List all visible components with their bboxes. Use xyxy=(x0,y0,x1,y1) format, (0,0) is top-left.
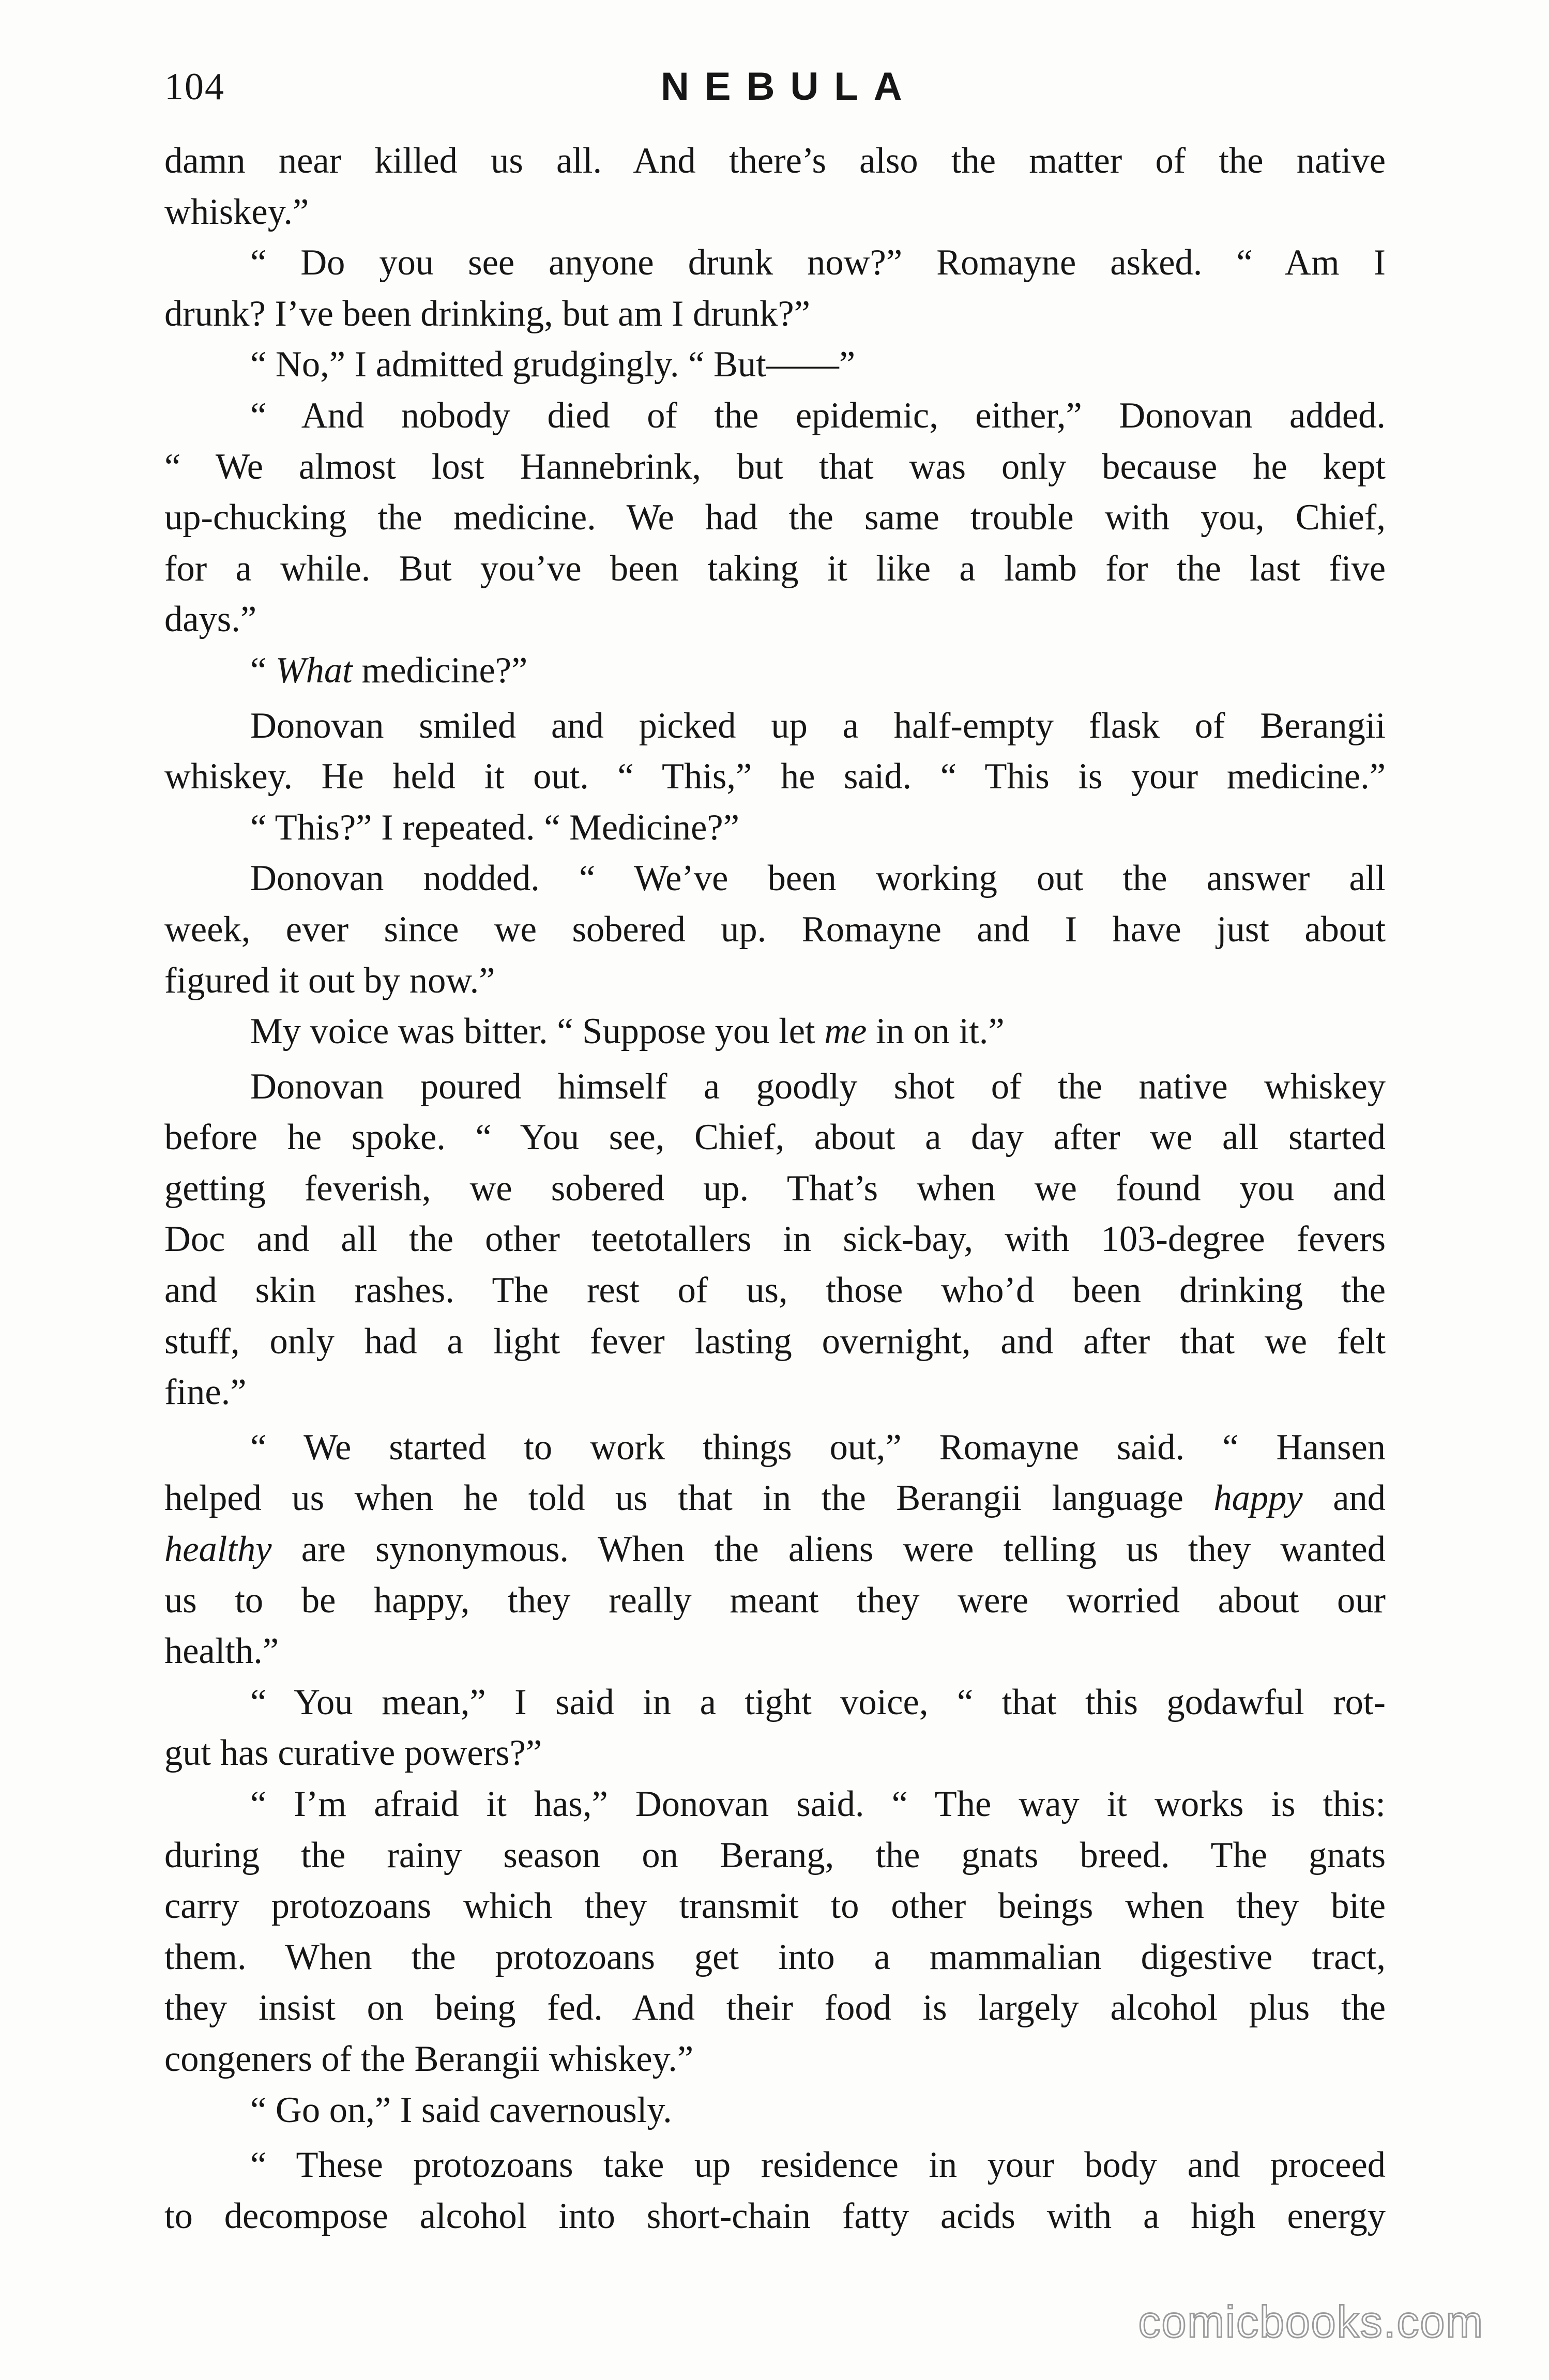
text-line: them. When the protozoans get into a mammalian digestive tract, xyxy=(164,1936,1386,1977)
text-line: Doc and all the other teetotallers in sick-bay, with 103-degree fevers xyxy=(164,1219,1386,1260)
text-line: drunk? I’ve been drinking, but am I drunk?” xyxy=(164,293,810,334)
text-line: gut has curative powers?” xyxy=(164,1733,542,1774)
text-line: “ And nobody died of the epidemic, either,” Donovan added. xyxy=(250,395,1386,436)
italic-word: me xyxy=(824,1011,867,1052)
text-line: and skin rashes. The rest of us, those who’d been drinking the xyxy=(164,1270,1386,1311)
text-line: “ We started to work things out,” Romayne said. “ Hansen xyxy=(250,1427,1386,1468)
text-line: Donovan nodded. “ We’ve been working out the answer all xyxy=(250,858,1386,899)
text-line: “ You mean,” I said in a tight voice, “ that this godawful rot- xyxy=(250,1682,1386,1722)
text-line: before he spoke. “ You see, Chief, about a day after we all started xyxy=(164,1117,1386,1158)
page-number: 104 xyxy=(164,66,225,108)
text-line xyxy=(164,645,1386,696)
text-line: fine.” xyxy=(164,1372,247,1413)
text-line: Donovan poured himself a goodly shot of the native whiskey xyxy=(250,1066,1386,1107)
text-run: are synonymous. When the aliens were telling us they wanted xyxy=(271,1529,1386,1570)
text-run: in on it.” xyxy=(867,1011,1005,1052)
text-line: “ I’m afraid it has,” Donovan said. “ The way it works is this: xyxy=(250,1784,1386,1824)
text-line: health.” xyxy=(164,1631,279,1672)
text-line: whiskey. He held it out. “ This,” he said. “ This is your medicine.” xyxy=(164,756,1386,797)
text-line: us to be happy, they really meant they were worried about our xyxy=(164,1580,1386,1621)
text-run: helped us when he told us that in the Berangii language xyxy=(164,1478,1214,1519)
text-line: up-chucking the medicine. We had the same trouble with you, Chief, xyxy=(164,497,1386,538)
text-line xyxy=(164,1006,1386,1057)
text-line: during the rainy season on Berang, the gnats breed. The gnats xyxy=(164,1835,1386,1875)
italic-word: happy xyxy=(1213,1478,1303,1519)
text-line: Donovan smiled and picked up a half-empty flask of Berangii xyxy=(250,705,1386,746)
page-header xyxy=(164,61,1386,113)
italic-word: healthy xyxy=(164,1529,272,1570)
text-run: “ xyxy=(250,650,276,691)
text-line: getting feverish, we sobered up. That’s when we found you and xyxy=(164,1168,1386,1209)
text-line: damn near killed us all. And there’s also the matter of the native xyxy=(164,141,1386,181)
text-line: “ We almost lost Hannebrink, but that was only because he kept xyxy=(164,446,1386,487)
text-line: figured it out by now.” xyxy=(164,960,495,1001)
text-line: “ No,” I admitted grudgingly. “ But——” xyxy=(250,344,856,385)
text-line: days.” xyxy=(164,599,257,640)
text-line: to decompose alcohol into short-chain fatty acids with a high energy xyxy=(164,2195,1386,2236)
text-run: medicine?” xyxy=(352,650,528,691)
text-line: “ Go on,” I said cavernously. xyxy=(250,2089,672,2130)
text-line: stuff, only had a light fever lasting overnight, and after that we felt xyxy=(164,1321,1386,1362)
text-line: congeners of the Berangii whiskey.” xyxy=(164,2038,694,2079)
text-line: they insist on being fed. And their food is largely alcohol plus the xyxy=(164,1988,1386,2028)
text-line xyxy=(164,1524,1386,1575)
text-line: “ This?” I repeated. “ Medicine?” xyxy=(250,807,740,848)
text-line: whiskey.” xyxy=(164,191,309,232)
text-run: My voice was bitter. “ Suppose you let xyxy=(250,1011,825,1052)
body-text xyxy=(164,135,1386,2241)
text-line xyxy=(164,1473,1386,1524)
text-line: “ Do you see anyone drunk now?” Romayne asked. “ Am I xyxy=(250,242,1386,283)
text-line: for a while. But you’ve been taking it like a lamb for the last five xyxy=(164,548,1386,589)
running-title: NEBULA xyxy=(661,65,918,109)
text-run: and xyxy=(1302,1478,1386,1519)
text-line: week, ever since we sobered up. Romayne and I have just about xyxy=(164,909,1386,950)
italic-word: What xyxy=(275,650,353,691)
watermark: comicbooks.com xyxy=(1138,2297,1484,2347)
text-line: carry protozoans which they transmit to other beings when they bite xyxy=(164,1886,1386,1927)
text-line: “ These protozoans take up residence in your body and proceed xyxy=(250,2145,1386,2186)
